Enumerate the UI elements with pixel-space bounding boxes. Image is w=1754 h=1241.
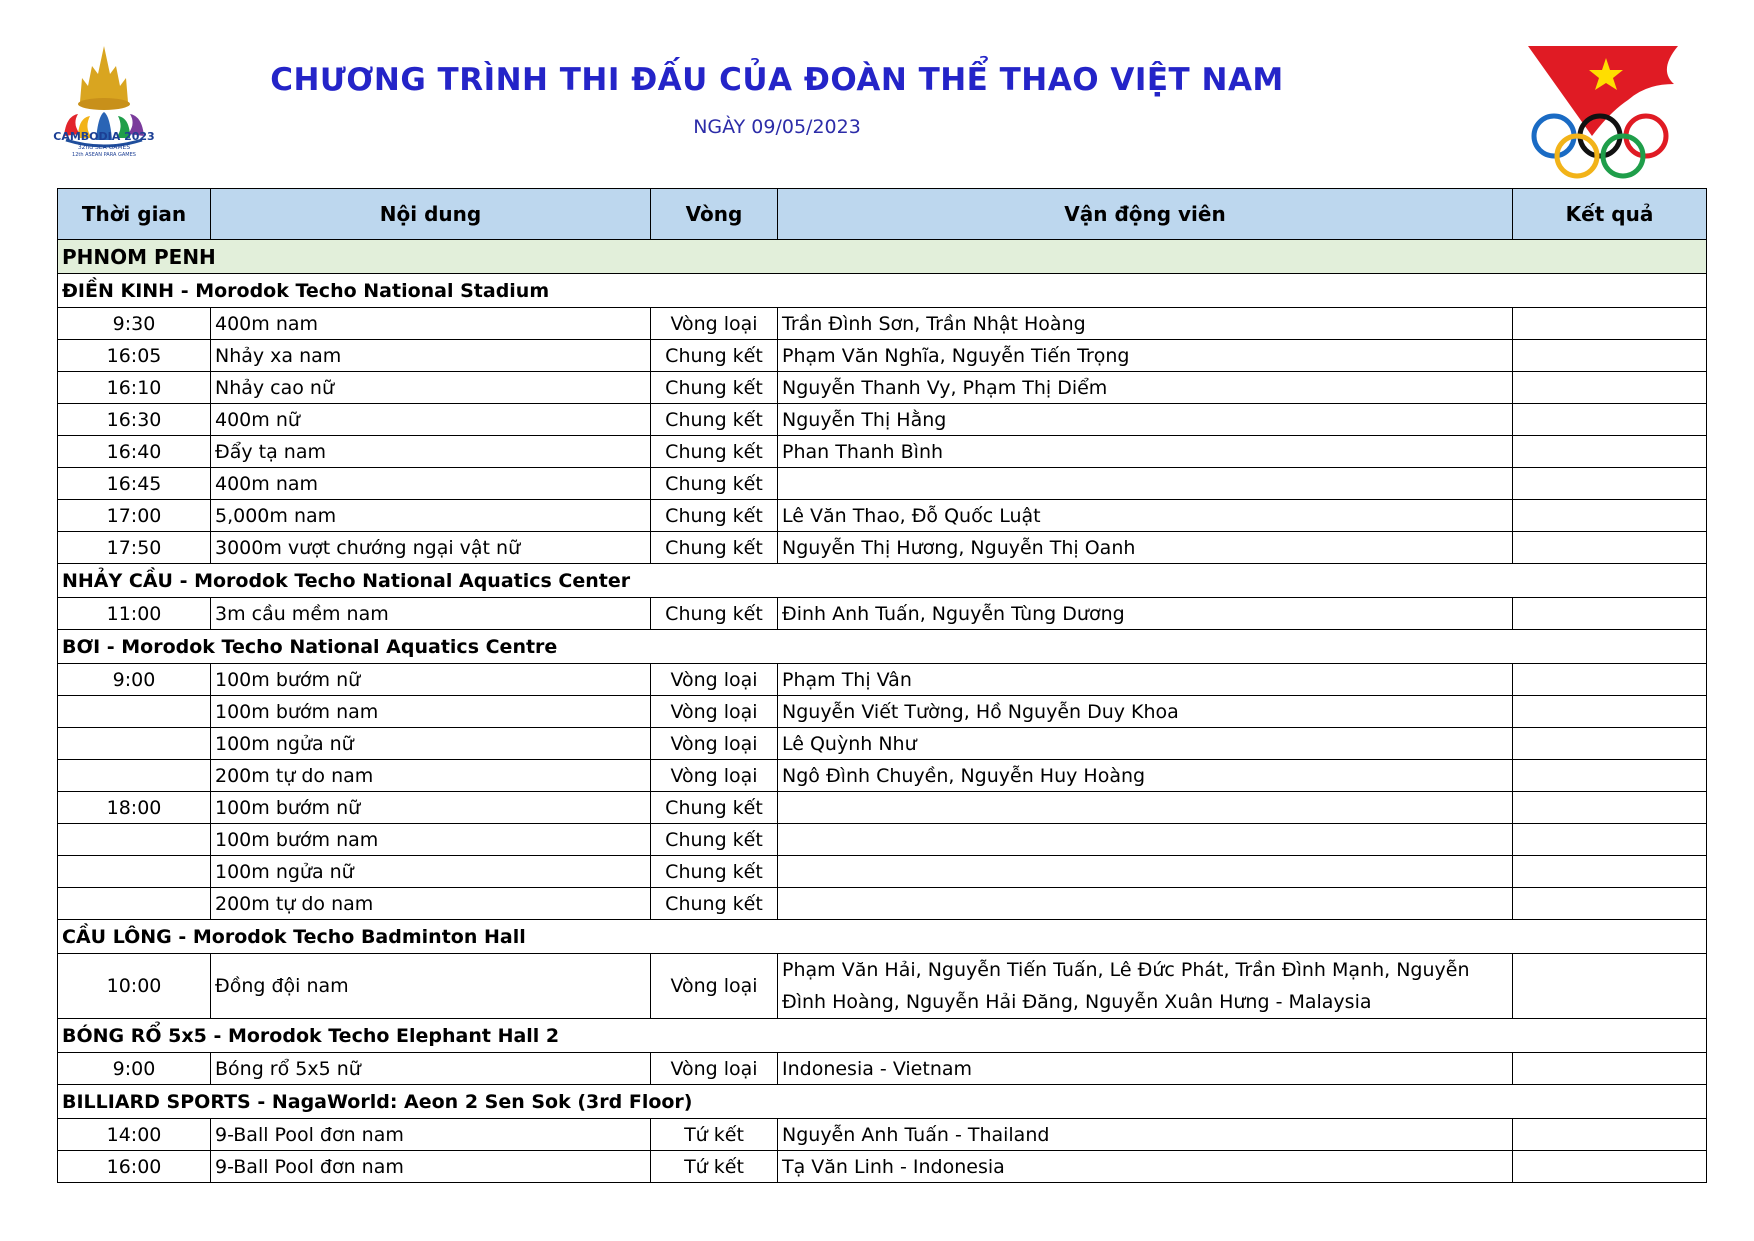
time-cell: 10:00	[58, 954, 211, 1019]
table-row	[58, 1151, 1707, 1183]
time-cell: 16:30	[58, 404, 211, 436]
table-row	[58, 372, 1707, 404]
city-name: PHNOM PENH	[58, 240, 1707, 274]
athletes-cell: Lê Văn Thao, Đỗ Quốc Luật	[778, 500, 1513, 532]
result-cell	[1513, 664, 1707, 696]
round-cell: Vòng loại	[651, 664, 778, 696]
time-cell: 16:10	[58, 372, 211, 404]
athletes-cell: Trần Đình Sơn, Trần Nhật Hoàng	[778, 308, 1513, 340]
logo-name: CAMBODIA 2023	[53, 130, 155, 143]
result-cell	[1513, 468, 1707, 500]
round-cell: Chung kết	[651, 500, 778, 532]
athletes-cell: Nguyễn Thị Hương, Nguyễn Thị Oanh	[778, 532, 1513, 564]
event-cell: 9-Ball Pool đơn nam	[211, 1119, 651, 1151]
athletes-cell: Phạm Thị Vân	[778, 664, 1513, 696]
round-cell: Vòng loại	[651, 728, 778, 760]
athletes-cell: Phan Thanh Bình	[778, 436, 1513, 468]
time-cell: 11:00	[58, 598, 211, 630]
result-cell	[1513, 532, 1707, 564]
time-cell	[58, 696, 211, 728]
table-row	[58, 760, 1707, 792]
round-cell: Chung kết	[651, 824, 778, 856]
result-cell	[1513, 856, 1707, 888]
athletes-cell: Ngô Đình Chuyền, Nguyễn Huy Hoàng	[778, 760, 1513, 792]
event-cell: 400m nam	[211, 468, 651, 500]
time-cell	[58, 856, 211, 888]
table-row	[58, 468, 1707, 500]
round-cell: Chung kết	[651, 598, 778, 630]
sport-section-row	[58, 1085, 1707, 1119]
time-cell: 16:45	[58, 468, 211, 500]
athletes-cell: Nguyễn Thanh Vy, Phạm Thị Diểm	[778, 372, 1513, 404]
athletes-cell: Phạm Văn Nghĩa, Nguyễn Tiến Trọng	[778, 340, 1513, 372]
event-cell: 5,000m nam	[211, 500, 651, 532]
athletes-cell	[778, 792, 1513, 824]
round-cell: Chung kết	[651, 340, 778, 372]
time-cell: 16:00	[58, 1151, 211, 1183]
vietnam-olympic-flag-icon	[1528, 40, 1688, 180]
event-cell: 200m tự do nam	[211, 888, 651, 920]
table-row	[58, 404, 1707, 436]
table-row	[58, 728, 1707, 760]
col-header-athletes: Vận động viên	[778, 189, 1513, 240]
result-cell	[1513, 404, 1707, 436]
sport-title: BÓNG RỔ 5x5 - Morodok Techo Elephant Hall 2	[58, 1019, 1707, 1053]
table-row	[58, 888, 1707, 920]
schedule-table	[57, 188, 1707, 1183]
sport-section-row	[58, 630, 1707, 664]
event-cell: Bóng rổ 5x5 nữ	[211, 1053, 651, 1085]
result-cell	[1513, 760, 1707, 792]
table-row	[58, 1119, 1707, 1151]
time-cell: 9:00	[58, 1053, 211, 1085]
round-cell: Tứ kết	[651, 1119, 778, 1151]
result-cell	[1513, 1053, 1707, 1085]
sport-section-row	[58, 1019, 1707, 1053]
event-cell: 3000m vượt chướng ngại vật nữ	[211, 532, 651, 564]
table-row	[58, 856, 1707, 888]
sport-title: BILLIARD SPORTS - NagaWorld: Aeon 2 Sen Sok (3rd Floor)	[58, 1085, 1707, 1119]
result-cell	[1513, 308, 1707, 340]
time-cell: 18:00	[58, 792, 211, 824]
sport-title: BƠI - Morodok Techo National Aquatics Centre	[58, 630, 1707, 664]
table-row	[58, 1053, 1707, 1085]
result-cell	[1513, 598, 1707, 630]
sport-section-row	[58, 564, 1707, 598]
time-cell	[58, 728, 211, 760]
athletes-cell	[778, 856, 1513, 888]
round-cell: Vòng loại	[651, 308, 778, 340]
athletes-cell: Phạm Văn Hải, Nguyễn Tiến Tuấn, Lê Đức Phát, Trần Đình Mạnh, Nguyễn Đình Hoàng, Nguyễn Hải Đăng, Nguyễn Xuân Hưng - Malaysia	[778, 954, 1513, 1019]
event-cell: 100m bướm nam	[211, 824, 651, 856]
sport-title: NHẢY CẦU - Morodok Techo National Aquatics Center	[58, 564, 1707, 598]
time-cell: 16:05	[58, 340, 211, 372]
table-row	[58, 954, 1707, 1019]
event-cell: 400m nam	[211, 308, 651, 340]
table-row	[58, 824, 1707, 856]
table-row	[58, 532, 1707, 564]
time-cell	[58, 824, 211, 856]
sport-section-row	[58, 274, 1707, 308]
event-cell: 100m bướm nữ	[211, 664, 651, 696]
page-date: NGÀY 09/05/2023	[693, 116, 861, 138]
event-cell: 3m cầu mềm nam	[211, 598, 651, 630]
result-cell	[1513, 792, 1707, 824]
athletes-cell	[778, 888, 1513, 920]
time-cell: 17:00	[58, 500, 211, 532]
table-row	[58, 792, 1707, 824]
result-cell	[1513, 436, 1707, 468]
round-cell: Chung kết	[651, 532, 778, 564]
athletes-cell: Tạ Văn Linh - Indonesia	[778, 1151, 1513, 1183]
round-cell: Chung kết	[651, 436, 778, 468]
col-header-time: Thời gian	[58, 189, 211, 240]
table-row	[58, 436, 1707, 468]
athletes-cell: Nguyễn Thị Hằng	[778, 404, 1513, 436]
result-cell	[1513, 372, 1707, 404]
event-cell: 400m nữ	[211, 404, 651, 436]
time-cell: 14:00	[58, 1119, 211, 1151]
round-cell: Chung kết	[651, 888, 778, 920]
result-cell	[1513, 1119, 1707, 1151]
athletes-cell: Indonesia - Vietnam	[778, 1053, 1513, 1085]
round-cell: Vòng loại	[651, 696, 778, 728]
event-cell: Đồng đội nam	[211, 954, 651, 1019]
result-cell	[1513, 954, 1707, 1019]
result-cell	[1513, 728, 1707, 760]
event-cell: 100m bướm nữ	[211, 792, 651, 824]
time-cell: 9:00	[58, 664, 211, 696]
table-row	[58, 598, 1707, 630]
result-cell	[1513, 696, 1707, 728]
result-cell	[1513, 824, 1707, 856]
result-cell	[1513, 1151, 1707, 1183]
time-cell: 9:30	[58, 308, 211, 340]
page-title: CHƯƠNG TRÌNH THI ĐẤU CỦA ĐOÀN THỂ THAO VIỆT NAM	[270, 62, 1284, 98]
col-header-round: Vòng	[651, 189, 778, 240]
round-cell: Chung kết	[651, 372, 778, 404]
result-cell	[1513, 340, 1707, 372]
sport-section-row	[58, 920, 1707, 954]
round-cell: Tứ kết	[651, 1151, 778, 1183]
time-cell: 17:50	[58, 532, 211, 564]
round-cell: Vòng loại	[651, 954, 778, 1019]
round-cell: Chung kết	[651, 404, 778, 436]
col-header-result: Kết quả	[1513, 189, 1707, 240]
table-header-row	[58, 189, 1707, 240]
sport-title: CẦU LÔNG - Morodok Techo Badminton Hall	[58, 920, 1707, 954]
event-cell: 200m tự do nam	[211, 760, 651, 792]
result-cell	[1513, 500, 1707, 532]
time-cell: 16:40	[58, 436, 211, 468]
logo-line2: 32nd SEA GAMES	[77, 144, 131, 151]
result-cell	[1513, 888, 1707, 920]
time-cell	[58, 760, 211, 792]
round-cell: Chung kết	[651, 792, 778, 824]
athletes-cell	[778, 824, 1513, 856]
col-header-event: Nội dung	[211, 189, 651, 240]
table-row	[58, 696, 1707, 728]
table-row	[58, 340, 1707, 372]
event-cell: Đẩy tạ nam	[211, 436, 651, 468]
sport-title: ĐIỀN KINH - Morodok Techo National Stadium	[58, 274, 1707, 308]
round-cell: Vòng loại	[651, 1053, 778, 1085]
event-cell: Nhảy xa nam	[211, 340, 651, 372]
city-row	[58, 240, 1707, 274]
vietnam-olympic-logo	[1528, 40, 1688, 180]
round-cell: Chung kết	[651, 468, 778, 500]
athletes-cell: Lê Quỳnh Như	[778, 728, 1513, 760]
round-cell: Chung kết	[651, 856, 778, 888]
athletes-cell: Nguyễn Anh Tuấn - Thailand	[778, 1119, 1513, 1151]
athletes-cell: Đinh Anh Tuấn, Nguyễn Tùng Dương	[778, 598, 1513, 630]
athletes-cell: Nguyễn Viết Tường, Hồ Nguyễn Duy Khoa	[778, 696, 1513, 728]
round-cell: Vòng loại	[651, 760, 778, 792]
event-cell: 100m ngửa nữ	[211, 728, 651, 760]
event-cell: 100m ngửa nữ	[211, 856, 651, 888]
table-row	[58, 664, 1707, 696]
time-cell	[58, 888, 211, 920]
table-row	[58, 500, 1707, 532]
event-cell: Nhảy cao nữ	[211, 372, 651, 404]
event-cell: 100m bướm nam	[211, 696, 651, 728]
event-cell: 9-Ball Pool đơn nam	[211, 1151, 651, 1183]
table-row	[58, 308, 1707, 340]
logo-line3: 12th ASEAN PARA GAMES	[72, 152, 136, 158]
athletes-cell	[778, 468, 1513, 500]
